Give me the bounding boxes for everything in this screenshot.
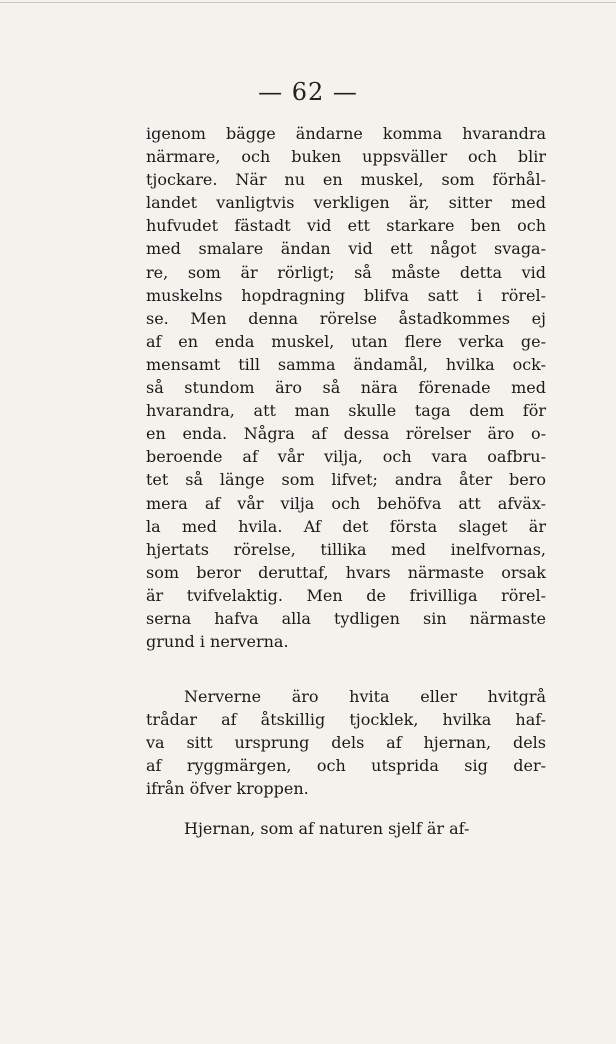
text-line: Nerverne äro hvita eller hvitgrå (184, 687, 546, 706)
text-line: af ryggmärgen, och utsprida sig der- (146, 756, 546, 776)
text-line: re, som är rörligt; så måste detta vid (146, 262, 546, 282)
text-line: hvarandra, att man skulle taga dem för (146, 401, 546, 421)
text-line: mera af vår vilja och behöfva att afväx- (146, 493, 546, 513)
paragraph-muscle-motion (146, 122, 546, 653)
text-line: landet vanligtvis verkligen är, sitter med (146, 193, 546, 213)
text-line: af en enda muskel, utan flere verka ge- (146, 331, 546, 351)
text-line: en enda. Några af dessa rörelser äro o- (146, 424, 546, 444)
text-line: så stundom äro så nära förenade med (146, 378, 546, 398)
text-line: hufvudet fästadt vid ett starkare ben och (146, 216, 546, 236)
text-line: tjockare. När nu en muskel, som förhål- (146, 170, 546, 190)
paragraph-brain (146, 817, 546, 840)
text-line: la med hvila. Af det första slaget är (146, 516, 546, 536)
page-number: — 62 — (258, 78, 358, 106)
text-line: serna hafva alla tydligen sin närmaste (146, 608, 546, 628)
text-line: grund i nerverna. (146, 632, 289, 652)
text-line: hjertats rörelse, tillika med inelfvornas, (146, 539, 546, 559)
text-line: med smalare ändan vid ett något svaga- (146, 239, 546, 259)
paragraph-nerves (146, 685, 546, 800)
text-line: igenom bägge ändarne komma hvarandra (146, 124, 546, 143)
text-line: ifrån öfver kroppen. (146, 779, 309, 799)
text-line: mensamt till samma ändamål, hvilka ock- (146, 354, 546, 374)
text-line: tet så länge som lifvet; andra åter bero (146, 470, 546, 490)
text-line: är tvifvelaktig. Men de frivilliga rörel- (146, 585, 546, 605)
text-line: som beror deruttaf, hvars närmaste orsak (146, 562, 546, 582)
text-line: va sitt ursprung dels af hjernan, dels (146, 733, 546, 753)
text-line: se. Men denna rörelse åstadkommes ej (146, 308, 546, 328)
page-top-edge (0, 2, 616, 3)
text-line: beroende af vår vilja, och vara oafbru- (146, 447, 546, 467)
text-line: muskelns hopdragning blifva satt i rörel- (146, 285, 546, 305)
text-line: trådar af åtskillig tjocklek, hvilka haf- (146, 710, 546, 730)
text-line: Hjernan, som af naturen sjelf är af- (184, 819, 470, 838)
text-line: närmare, och buken uppsväller och blir (146, 147, 546, 167)
